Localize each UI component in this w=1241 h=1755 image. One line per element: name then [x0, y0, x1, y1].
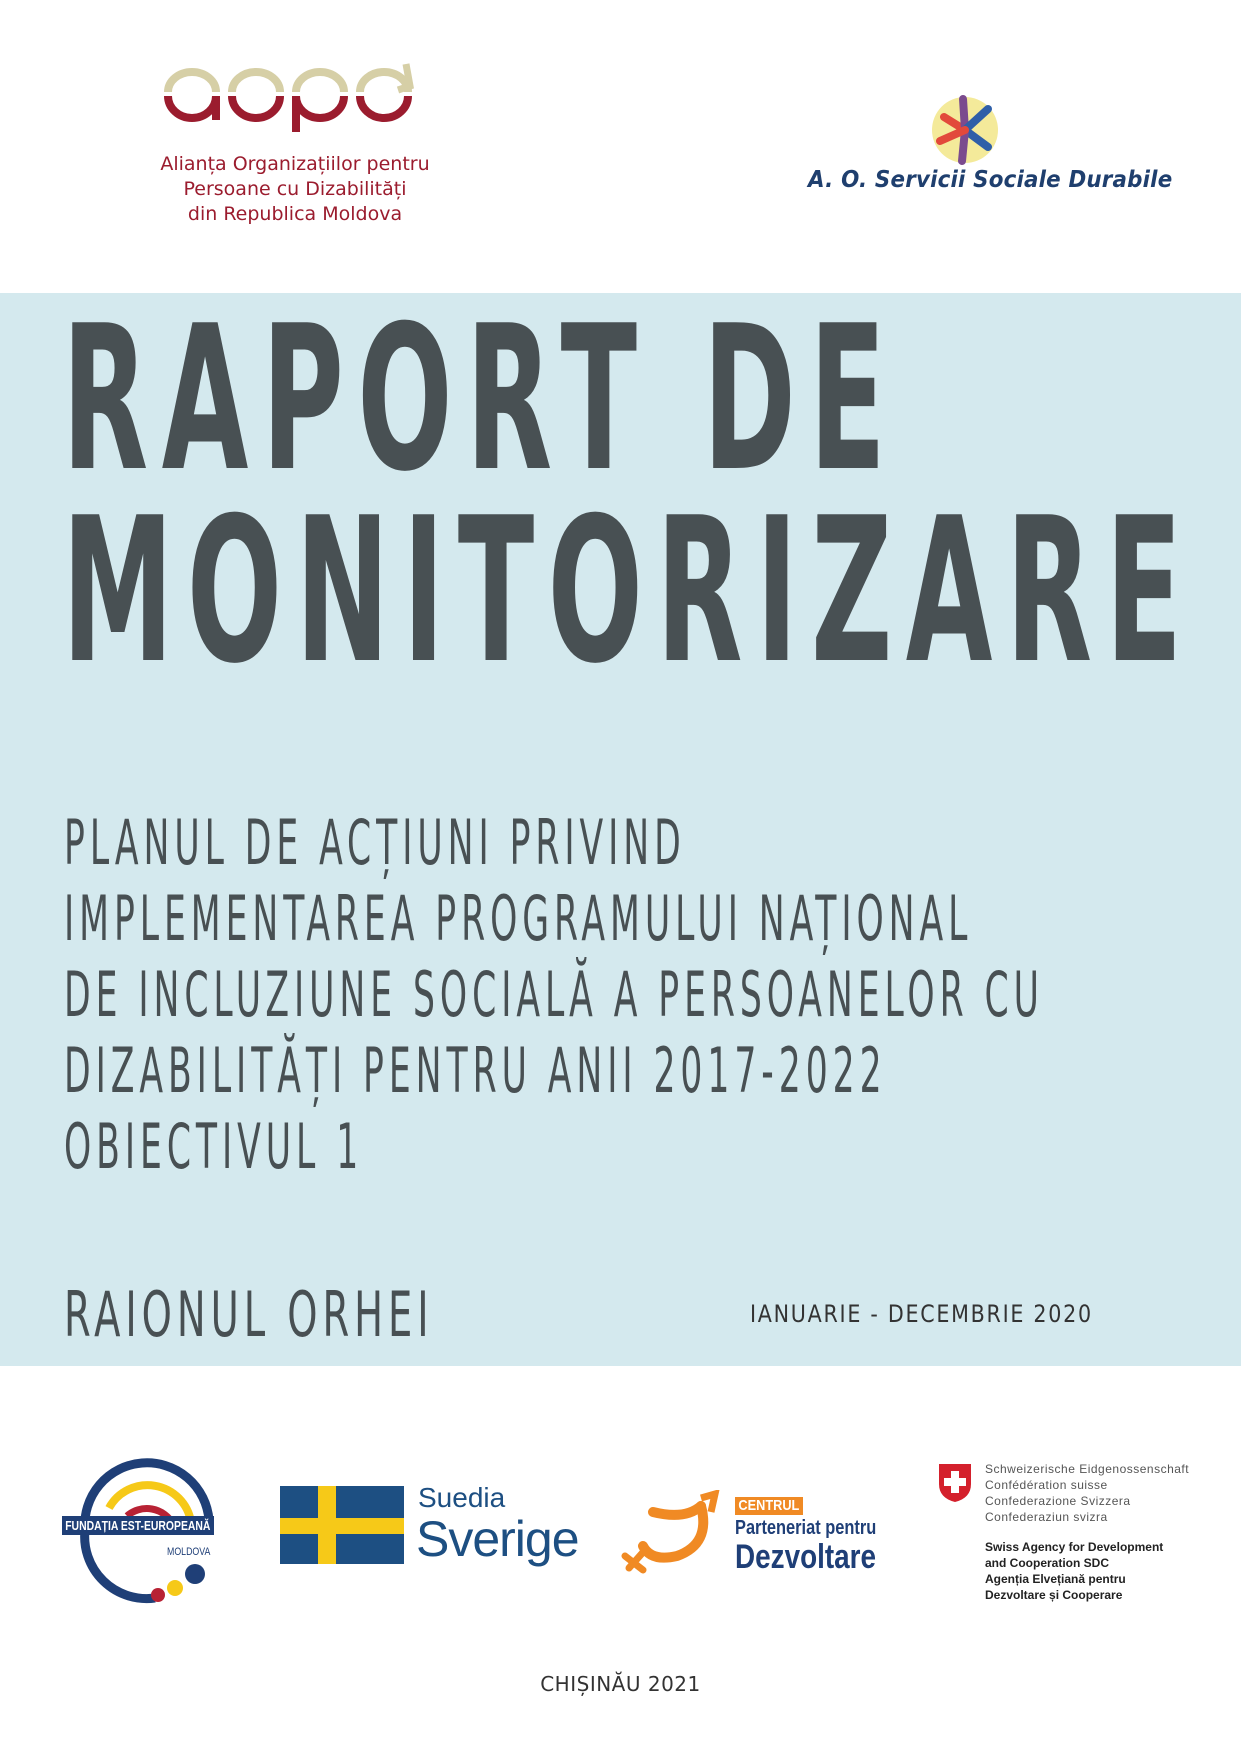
ssd-name: A. O. Servicii Sociale Durabile: [808, 167, 1173, 193]
hands-circle-icon: [930, 95, 1000, 165]
sdc-line-2: Confédération suisse: [985, 1478, 1108, 1492]
title-line-1: RAPORT DE: [62, 283, 900, 516]
fee-country: MOLDOVA: [167, 1546, 211, 1558]
sdc-logo: [935, 1460, 1195, 1610]
fee-logo: [65, 1450, 225, 1610]
subtitle-line-2: IMPLEMENTAREA PROGRAMULUI NAȚIONAL: [64, 882, 973, 955]
sdc-bold-line-4: Dezvoltare și Cooperare: [985, 1588, 1123, 1602]
subtitle-line-4: DIZABILITĂȚI PENTRU ANII 2017-2022: [64, 1034, 887, 1107]
subtitle-line-3: DE INCLUZIUNE SOCIALĂ A PERSOANELOR CU: [64, 958, 1044, 1031]
gender-symbol-icon: [615, 1490, 725, 1580]
aopd-name-line-3: din Republica Moldova: [187, 203, 403, 225]
fee-name: FUNDAȚIA EST-EUROPEANĂ: [62, 1516, 214, 1535]
report-period: IANUARIE - DECEMBRIE 2020: [750, 1300, 1093, 1328]
subtitle-line-1: PLANUL DE ACȚIUNI PRIVIND: [64, 806, 686, 879]
district-name: RAIONUL ORHEI: [64, 1278, 434, 1351]
city-year: CHIȘINĂU 2021: [540, 1672, 701, 1696]
cpd-line-1: Parteneriat pentru: [735, 1517, 877, 1539]
cpd-logo: [615, 1490, 905, 1590]
aopd-logo: [150, 62, 440, 232]
sdc-bold-line-1: Swiss Agency for Development: [985, 1540, 1164, 1554]
aopd-wordmark-icon: [160, 62, 430, 132]
ssd-logo: [800, 95, 1173, 205]
cpd-line-2: Dezvoltare: [735, 1538, 877, 1576]
title-line-2: MONITORIZARE: [62, 475, 1196, 708]
aopd-name-line-1: Alianța Organizațiilor pentru: [160, 153, 430, 175]
sdc-line-1: Schweizerische Eidgenossenschaft: [985, 1462, 1190, 1476]
cpd-badge: CENTRUL: [735, 1497, 803, 1515]
sweden-line-1: Suedia: [418, 1482, 506, 1513]
aopd-name-line-2: Persoane cu Dizabilități: [183, 178, 407, 200]
swiss-shield-icon: [937, 1462, 973, 1504]
swedish-flag-icon: [280, 1486, 404, 1564]
subtitle-line-5: OBIECTIVUL 1: [64, 1110, 364, 1183]
sweden-logo: [280, 1482, 600, 1576]
sdc-line-3: Confederazione Svizzera: [985, 1494, 1131, 1508]
sdc-line-4: Confederaziun svizra: [985, 1510, 1108, 1524]
sweden-line-2: Sverige: [416, 1511, 579, 1567]
sdc-bold-line-3: Agenția Elvețiană pentru: [985, 1572, 1126, 1586]
sdc-bold-line-2: and Cooperation SDC: [985, 1556, 1110, 1570]
